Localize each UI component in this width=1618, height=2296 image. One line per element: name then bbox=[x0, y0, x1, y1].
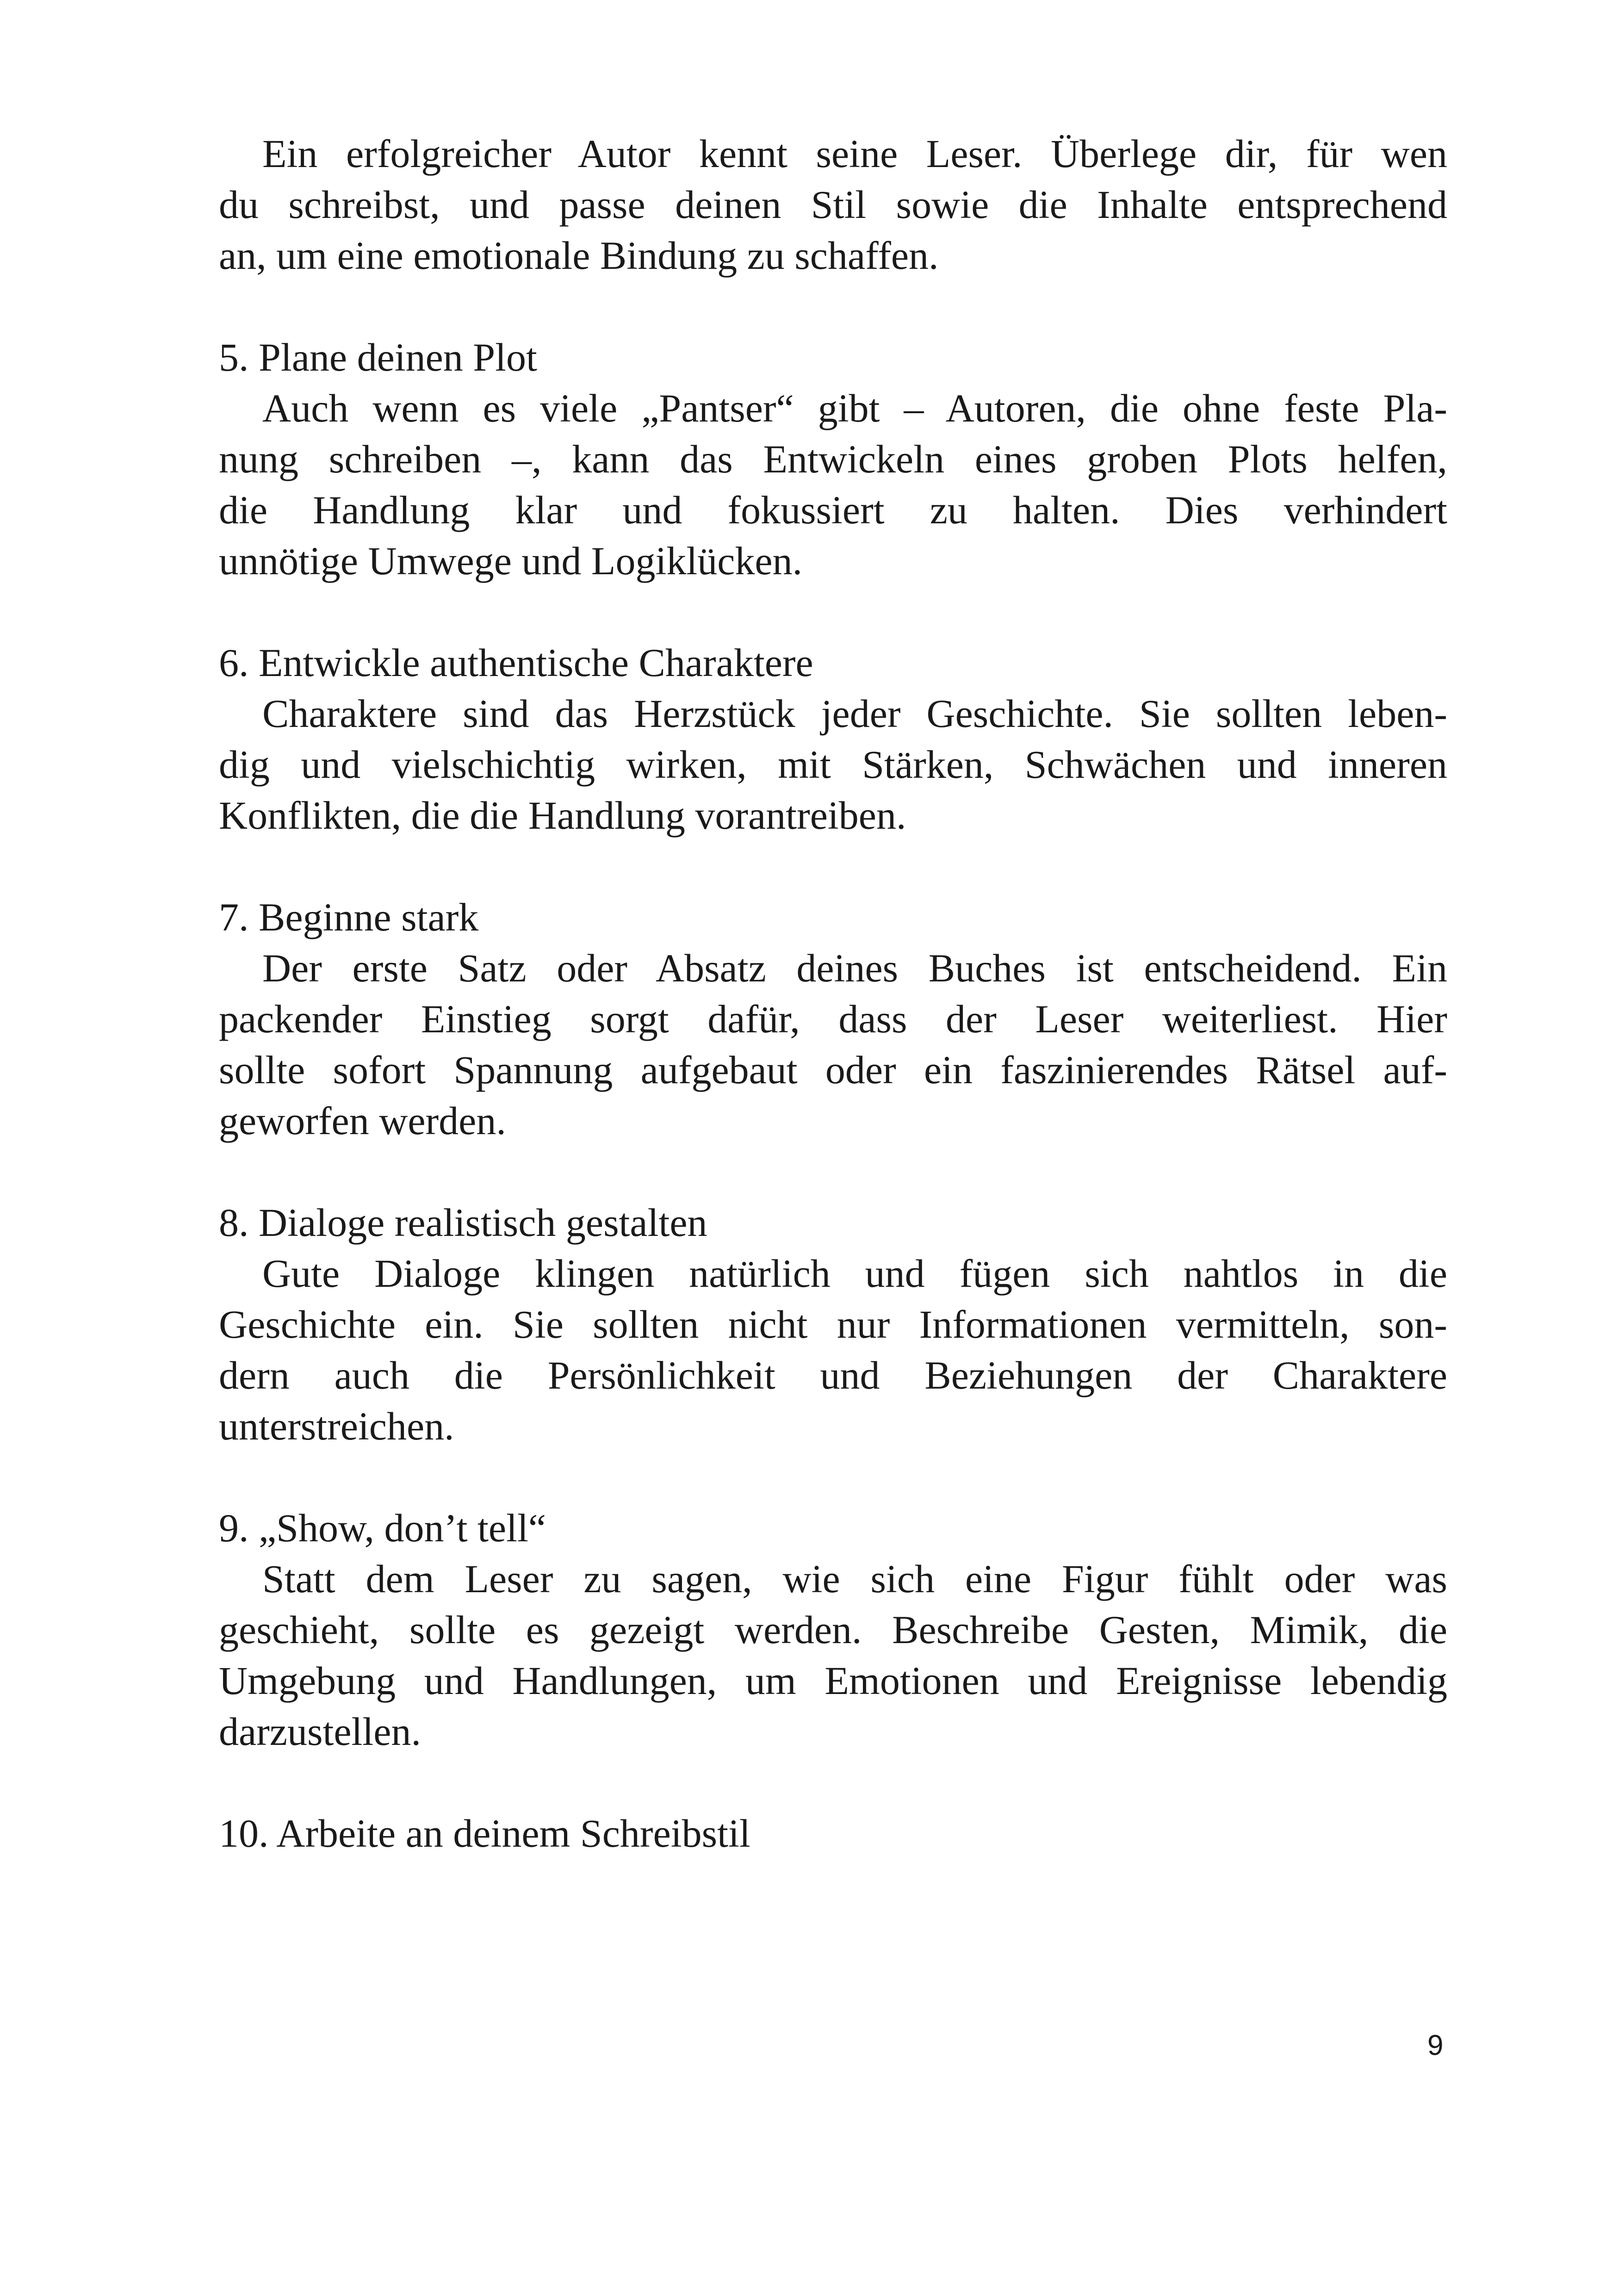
text-line: unterstreichen. bbox=[219, 1404, 454, 1448]
text-line: du schreibst, und passe deinen Stil sowie die Inhalte entsprechend bbox=[219, 182, 1447, 227]
section-heading: 7. Beginne stark bbox=[219, 895, 479, 939]
text-line: sollte sofort Spannung aufgebaut oder ein faszinierendes Rätsel auf- bbox=[219, 1048, 1447, 1092]
text-line: Der erste Satz oder Absatz deines Buches ist entscheidend. Ein bbox=[262, 946, 1447, 990]
text-line: Umgebung und Handlungen, um Emotionen und Ereignisse lebendig bbox=[219, 1658, 1447, 1703]
text-line: darzustellen. bbox=[219, 1709, 421, 1754]
section-heading: 9. „Show, don’t tell“ bbox=[219, 1506, 546, 1550]
paragraph-spacer bbox=[219, 1146, 1447, 1197]
text-line: an, um eine emotionale Bindung zu schaffen. bbox=[219, 233, 939, 278]
section-heading: 5. Plane deinen Plot bbox=[219, 335, 537, 379]
text-line: geworfen werden. bbox=[219, 1098, 506, 1143]
page-number: 9 bbox=[1427, 2029, 1444, 2061]
section-heading: 6. Entwickle authentische Charaktere bbox=[219, 640, 813, 685]
text-line: geschieht, sollte es gezeigt werden. Beschreibe Gesten, Mimik, die bbox=[219, 1607, 1447, 1652]
text-line: packender Einstieg sorgt dafür, dass der Leser weiterliest. Hier bbox=[219, 997, 1447, 1041]
text-line: Gute Dialoge klingen natürlich und fügen sich nahtlos in die bbox=[262, 1251, 1447, 1296]
paragraph-spacer bbox=[219, 281, 1447, 332]
text-line: unnötige Umwege und Logiklücken. bbox=[219, 539, 803, 583]
paragraph-spacer bbox=[219, 1452, 1447, 1502]
paragraph-spacer bbox=[219, 1757, 1447, 1808]
paragraph-spacer bbox=[219, 841, 1447, 892]
text-line: Charaktere sind das Herzstück jeder Geschichte. Sie sollten leben- bbox=[262, 691, 1447, 736]
text-line: Konflikten, die die Handlung vorantreiben. bbox=[219, 793, 906, 838]
text-line: Ein erfolgreicher Autor kennt seine Leser. Überlege dir, für wen bbox=[262, 131, 1447, 176]
text-line: dern auch die Persönlichkeit und Beziehungen der Charaktere bbox=[219, 1353, 1447, 1397]
text-line: Auch wenn es viele „Pantser“ gibt – Autoren, die ohne feste Pla- bbox=[262, 386, 1447, 430]
text-line: dig und vielschichtig wirken, mit Stärken, Schwächen und inneren bbox=[219, 742, 1447, 787]
section-heading: 8. Dialoge realistisch gestalten bbox=[219, 1200, 707, 1245]
section-heading: 10. Arbeite an deinem Schreibstil bbox=[219, 1811, 750, 1855]
page-body bbox=[219, 128, 1447, 1859]
text-line: Statt dem Leser zu sagen, wie sich eine Figur fühlt oder was bbox=[262, 1557, 1447, 1601]
text-line: nung schreiben –, kann das Entwickeln eines groben Plots helfen, bbox=[219, 437, 1447, 481]
text-line: die Handlung klar und fokussiert zu halten. Dies verhindert bbox=[219, 488, 1447, 532]
paragraph-spacer bbox=[219, 586, 1447, 637]
text-line: Geschichte ein. Sie sollten nicht nur Informationen vermitteln, son- bbox=[219, 1302, 1447, 1347]
